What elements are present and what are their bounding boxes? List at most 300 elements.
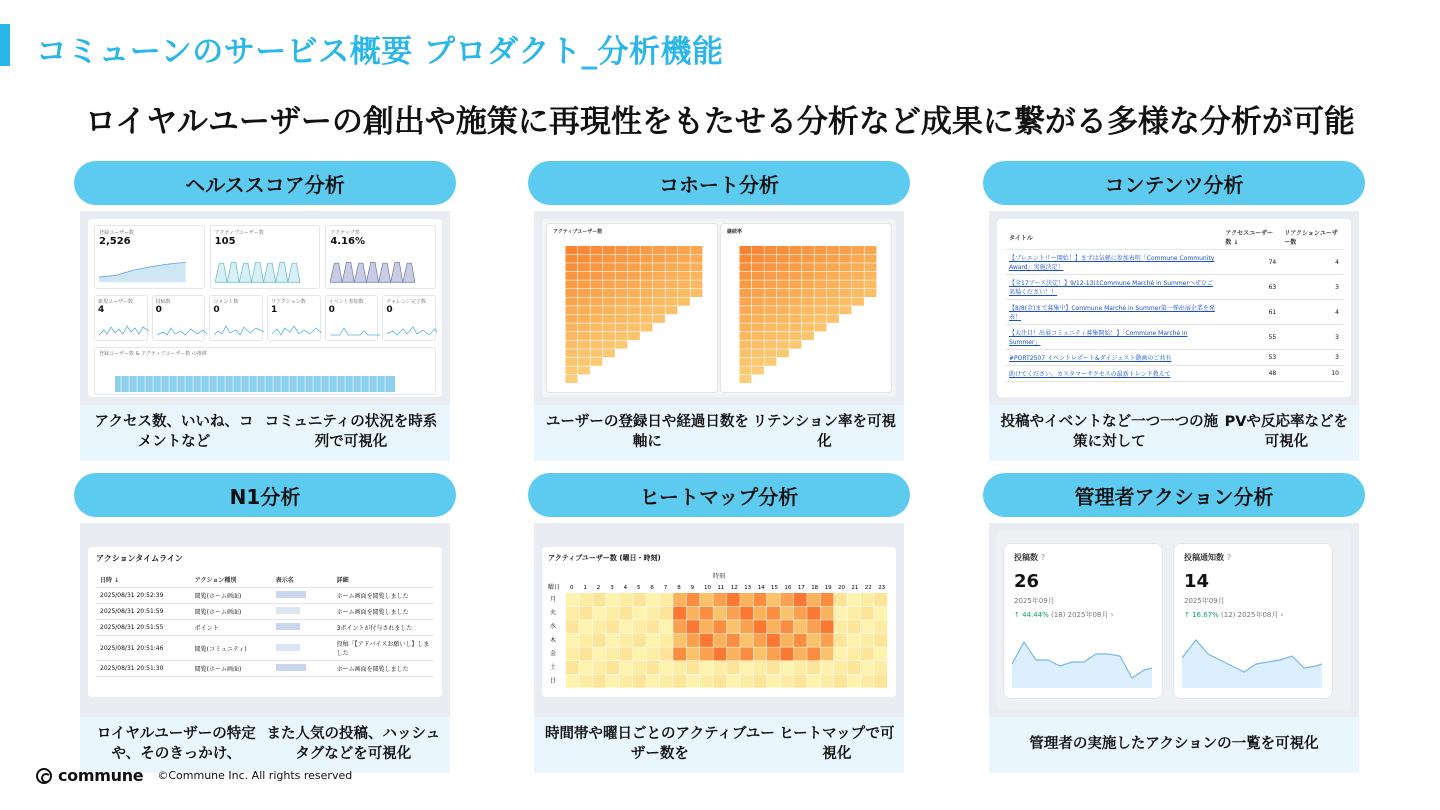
heatmap-cell [754,661,767,674]
hour-tick: 20 [838,585,845,591]
help-icon: ? [1040,553,1046,562]
cohort-cell [815,289,827,297]
cohort-cell [752,323,764,331]
table-row[interactable]: 2025/08/31 20:51:59 閲覧(ホーム画面) ホーム画面を閲覧しました [96,604,434,620]
heatmap-cell [660,620,673,633]
cohort-cell [740,315,752,323]
heatmap-cell [874,593,887,606]
metric-card: リアクション数 1 [267,295,321,341]
cohort-cell [653,289,665,297]
cohort-cell [566,306,578,314]
heatmap-cell [740,661,753,674]
cohort-cell [752,272,764,280]
cohort-cell [815,315,827,323]
heatmap-cell [727,661,740,674]
card-caption: アクセス数、いいね、コメントなど コミュニティの状況を時系列で可視化 [80,405,450,461]
cohort-cell [765,332,777,340]
heatmap-cell [807,661,820,674]
corner-label: 曜日 [548,584,561,591]
cohort-cell [616,332,628,340]
heatmap-cell [646,661,659,674]
table-row[interactable]: #PORT2507 イベントレポート&ダイジェスト動画のご共有 53 3 [1005,350,1343,366]
heatmap-cell [633,593,646,606]
cohort-cell [616,263,628,271]
cohort-cell [566,272,578,280]
heatmap-cell [834,647,847,660]
hour-tick: 3 [610,585,614,591]
cohort-cell [678,289,690,297]
cohort-cell [616,298,628,306]
heatmap-cell [566,620,579,633]
heatmap-cell [673,620,686,633]
heatmap-cell [673,634,686,647]
card-title: コンテンツ分析 [983,161,1365,205]
heatmap-cell [606,593,619,606]
hour-tick: 22 [864,585,872,591]
heatmap-cell [700,661,713,674]
cohort-cell [653,298,665,306]
hour-tick: 16 [784,585,792,591]
card-panel [80,523,450,773]
cohort-cell [678,263,690,271]
cohort-cell [790,263,802,271]
heatmap-cell [633,634,646,647]
cohort-cell [790,280,802,288]
cohort-cell [591,298,603,306]
heatmap-cell [566,593,579,606]
heatmap-cell [861,634,874,647]
card-title: 管理者アクション分析 [983,473,1365,517]
cohort-cell [777,341,789,349]
cohort-cell [566,280,578,288]
cohort-cell [591,246,603,254]
cohort-cell [591,272,603,280]
heatmap-cell [566,675,579,688]
n1-screenshot [88,547,442,697]
heatmap-cell [579,661,592,674]
table-row[interactable]: 【大注目！出展コミュニティ募集開始！】「Commune Marché in Summer」 55 3 [1005,325,1343,350]
cohort-cell [691,255,703,263]
heatmap-cell [834,634,847,647]
cohort-cell [553,341,565,349]
cohort-heatmap [727,246,887,390]
cohort-cell [777,255,789,263]
cohort-cell [852,280,864,288]
cohort-cell [553,298,565,306]
heatmap-cell [606,607,619,620]
cohort-cell [578,298,590,306]
day-tick: 水 [550,623,557,631]
heatmap-cell [713,661,726,674]
cohort-cell [603,315,615,323]
hour-tick: 9 [690,585,695,591]
heatmap-cell [673,675,686,688]
heatmap-cell [606,675,619,688]
heatmap-cell [821,593,834,606]
cohort-cell [777,280,789,288]
cohort-cell [566,323,578,331]
cohort-cell [802,298,814,306]
cohort-cell [553,375,565,383]
heatmap-cell [713,607,726,620]
cohort-cell [815,323,827,331]
cohort-cell [802,289,814,297]
cohort-cell [777,272,789,280]
table-row[interactable]: 【全17ブース決定！】9/12-13はCommune Marché in Summerへぜひご来場ください！！ 63 3 [1005,275,1343,300]
cohort-cell [827,315,839,323]
cohort-cell [865,263,877,271]
cohort-cell [628,306,640,314]
heatmap-cell [861,607,874,620]
heatmap-cell [767,675,780,688]
cohort-cell [790,332,802,340]
table-row[interactable]: 助けてください。カスタマーサクセスの最新トレンド教えて 48 10 [1005,366,1343,382]
cohort-cell [578,263,590,271]
heatmap-cell [754,675,767,688]
cohort-cell [865,246,877,254]
cohort-cell [790,289,802,297]
cohort-cell [566,246,578,254]
heatmap-cell [861,593,874,606]
metric-card: イベント参加数 0 [325,295,379,341]
cohort-cell [802,332,814,340]
heatmap-cell [687,661,700,674]
cohort-cell [752,341,764,349]
cohort-cell [727,263,739,271]
heatmap-cell [700,607,713,620]
table-row[interactable]: 2025/08/31 20:51:46 閲覧(コミュニティ) 投稿「【アドバイスお願いし】しました [96,636,434,661]
cohort-cell [566,366,578,374]
table-row[interactable]: 【プレエントリー開始！】まずは気軽に参加表明「Commune Community Award」実施決定！ 74 4 [1005,250,1343,275]
heatmap-cell [620,607,633,620]
cohort-cell [653,280,665,288]
cohort-cell [553,323,565,331]
cohort-cell [840,263,852,271]
cohort-cell [840,306,852,314]
cohort-cell [553,332,565,340]
cohort-cell [815,280,827,288]
help-icon: ? [1226,553,1232,562]
day-tick: 日 [550,677,557,685]
table-row[interactable]: 【8/8(金)まで募集中】Commune Marché in Summer第一弾出展企業を発表！ 61 4 [1005,300,1343,325]
heatmap-cell [794,620,807,633]
heatmap-cell [847,675,860,688]
heatmap-cell [593,647,606,660]
cohort-cell [566,341,578,349]
cohort-cell [752,358,764,366]
cohort-cell [865,272,877,280]
heatmap-cell [660,675,673,688]
heatmap-cell [673,647,686,660]
cohort-cell [740,306,752,314]
cohort-cell [603,289,615,297]
heatmap-cell [579,607,592,620]
heatmap-cell [566,647,579,660]
cohort-cell [752,246,764,254]
cohort-cell [752,289,764,297]
cohort-cell [777,298,789,306]
heatmap-cell [794,607,807,620]
cohort-cell [591,289,603,297]
hour-tick: 11 [717,585,725,591]
heatmap-cell [874,661,887,674]
cohort-cell [591,280,603,288]
cohort-cell [765,306,777,314]
sparkline [1182,632,1322,688]
cohort-cell [802,272,814,280]
heatmap-cell [727,647,740,660]
cohort-cell [790,315,802,323]
heatmap-cell [780,647,793,660]
cohort-cell [566,263,578,271]
cohort-cell [628,255,640,263]
heatmap-cell [780,661,793,674]
cohort-cell [666,272,678,280]
headline: ロイヤルユーザーの創出や施策に再現性をもたせる分析など成果に繋がる多様な分析が可能 [85,104,1355,140]
timeline-table: 日時 ↓ アクション種別 表示名 詳細 2025/08/31 20:52:39 閲覧(ホーム画面) ホーム画面を閲覧しました 2025/08/31 20:51:59 閲覧(ホーム画面) ホーム画面を閲覧しました 2025/08/31 20:51:55 ポイント 3ポイントが付与されました 2025/08/31 20:51:46 閲覧(コミュニティ) 投稿「【アドバイスお願いし】しました 2025/08/31 20:51:30 閲覧(ホーム画面) ホーム画面を閲覧しました [96,572,434,677]
card-panel [534,211,904,461]
hour-tick: 1 [583,585,587,591]
heatmap-cell [780,593,793,606]
hour-tick: 23 [878,585,886,591]
cohort-cell [678,280,690,288]
heatmap-cell [754,593,767,606]
heatmap-cell [821,661,834,674]
cohort-cell [852,255,864,263]
heatmap-cell [579,620,592,633]
cohort-cell [591,358,603,366]
cohort-cell [553,366,565,374]
hour-tick: 8 [677,585,681,591]
cohort-cell [641,298,653,306]
card-panel [534,523,904,773]
title-accent-bar [0,24,10,66]
heatmap-cell [660,661,673,674]
cohort-cell [641,246,653,254]
heatmap-cell [593,607,606,620]
cohort-cell [616,323,628,331]
cohort-cell [678,255,690,263]
cohort-cell [765,280,777,288]
slide-title: コミューンのサービス概要 プロダクト_分析機能 [36,34,724,70]
heatmap-cell [821,675,834,688]
hour-tick: 2 [596,585,601,591]
weekly-heatmap [548,581,888,689]
cohort-cell [802,280,814,288]
heatmap-cell [727,593,740,606]
heatmap-cell [794,593,807,606]
cohort-cell [865,280,877,288]
heatmap-cell [700,647,713,660]
table-row[interactable]: 2025/08/31 20:51:30 閲覧(ホーム画面) ホーム画面を閲覧しました [96,661,434,677]
cohort-cell [553,272,565,280]
cohort-cell [603,246,615,254]
heatmap-cell [593,634,606,647]
health-score-screenshot [88,219,442,397]
heatmap-cell [566,634,579,647]
cohort-cell [727,272,739,280]
heatmap-cell [633,647,646,660]
cohort-cell [727,358,739,366]
heatmap-cell [646,607,659,620]
cohort-cell [802,306,814,314]
day-tick: 金 [550,650,557,658]
cohort-cell [765,315,777,323]
cohort-cell [628,323,640,331]
cohort-cell [777,306,789,314]
metric-card: コメント数 0 [209,295,263,341]
cohort-cell [553,306,565,314]
heatmap-cell [700,675,713,688]
heatmap-cell [579,593,592,606]
heatmap-cell [687,607,700,620]
cohort-cell [616,289,628,297]
cohort-cell [777,349,789,357]
cohort-cell [553,349,565,357]
cohort-cell [591,263,603,271]
cohort-cell [616,255,628,263]
cohort-cell [603,323,615,331]
cohort-cell [566,358,578,366]
heatmap-cell [794,661,807,674]
cohort-cell [815,246,827,254]
heatmap-cell [767,607,780,620]
heatmap-cell [646,647,659,660]
heatmap-cell [807,593,820,606]
heatmap-cell [754,634,767,647]
table-row[interactable]: 2025/08/31 20:52:39 閲覧(ホーム画面) ホーム画面を閲覧しました [96,588,434,604]
heatmap-cell [861,620,874,633]
cohort-cell [628,298,640,306]
cohort-cell [752,280,764,288]
cohort-cell [840,280,852,288]
cohort-cell [740,332,752,340]
heatmap-cell [620,661,633,674]
heatmap-cell [620,620,633,633]
cohort-cell [691,272,703,280]
heatmap-cell [633,620,646,633]
day-tick: 月 [550,596,557,603]
commune-logo: commune [58,766,144,785]
cohort-cell [603,298,615,306]
hour-tick: 6 [650,585,654,591]
cohort-cell [591,332,603,340]
cohort-cell [727,375,739,383]
heatmap-cell [633,661,646,674]
cohort-cell [641,272,653,280]
heatmap-cell [794,675,807,688]
cohort-cell [616,246,628,254]
cohort-cell [641,289,653,297]
contents-table: タイトル アクセスユーザー数 ↓ リアクションユーザー数 【プレエントリー開始！】まずは気軽に参加表明「Commune Community Award」実施決定！ 74 4 【全17ブース決定！】9/12-13はCommune Marché in Summerへぜひご来場ください！！ 63 3 【8/8(金)まで募集中】Commune Marché in Summer第一弾出展企業を発表！ 61 4 【大注目！出展コミュニティ募集開始！】「Commune Marché in Summer」 55 3 #PORT2507 イベントレポート&ダイジェスト動画のご共有 53 3 助けてください。カスタマーサクセスの最新トレンド教えて 48 10 [1005,225,1343,382]
heatmap-cell [620,593,633,606]
cohort-cell [727,298,739,306]
cohort-cell [740,272,752,280]
heatmap-cell [807,607,820,620]
cohort-table-left: アクティブユーザー数 [546,223,718,393]
hour-tick: 13 [744,585,752,591]
cohort-cell [591,315,603,323]
cohort-cell [578,255,590,263]
day-tick: 火 [550,609,557,617]
cohort-cell [765,341,777,349]
hour-tick: 18 [811,585,819,591]
cohort-cell [641,280,653,288]
heatmap-cell [687,675,700,688]
cohort-cell [752,349,764,357]
metric-card: 投稿数 0 [152,295,206,341]
heatmap-cell [780,620,793,633]
cohort-cell [740,358,752,366]
cohort-cell [591,306,603,314]
chevron-right-icon: › [1110,611,1114,619]
cohort-cell [777,263,789,271]
cohort-cell [790,246,802,254]
heatmap-cell [754,647,767,660]
cohort-cell [603,263,615,271]
cohort-cell [603,255,615,263]
cohort-cell [628,280,640,288]
heatmap-cell [646,634,659,647]
heatmap-cell [646,675,659,688]
heatmap-cell [606,661,619,674]
heatmap-cell [579,675,592,688]
cohort-cell [827,255,839,263]
heatmap-cell [727,620,740,633]
cohort-cell [553,289,565,297]
cohort-cell [752,298,764,306]
heatmap-cell [620,634,633,647]
cohort-cell [553,280,565,288]
heatmap-cell [713,675,726,688]
cohort-cell [727,341,739,349]
cohort-cell [852,289,864,297]
heatmap-cell [821,634,834,647]
metric-card: 新規ユーザー数 4 [94,295,148,341]
heatmap-cell [727,634,740,647]
cohort-cell [765,289,777,297]
card-panel [80,211,450,461]
heatmap-cell [579,647,592,660]
heatmap-cell [847,593,860,606]
heatmap-cell [834,675,847,688]
cohort-cell [603,306,615,314]
cohort-cell [740,349,752,357]
cohort-cell [840,289,852,297]
cohort-cell [603,332,615,340]
heatmap-cell [673,607,686,620]
heatmap-cell [767,647,780,660]
cohort-cell [641,315,653,323]
heatmap-screenshot: アクティブユーザー数 (曜日・時刻) 時刻 曜日 0 1 2 3 4 5 6 7 8 9 10 11 12 13 14 15 16 17 18 19 20 21 22 23 月 火 水 木 金 土 日 [542,547,896,697]
heatmap-cell [794,647,807,660]
cohort-cell [752,366,764,374]
line-chart [330,258,417,284]
hour-tick: 10 [704,585,711,591]
table-row[interactable]: 2025/08/31 20:51:55 ポイント 3ポイントが付与されました [96,620,434,636]
cohort-cell [802,263,814,271]
cohort-cell [603,349,615,357]
heatmap-cell [687,647,700,660]
cohort-cell [578,332,590,340]
cohort-cell [777,246,789,254]
cohort-cell [678,272,690,280]
cohort-cell [840,272,852,280]
cohort-cell [616,280,628,288]
cohort-cell [578,306,590,314]
heatmap-cell [646,593,659,606]
cohort-cell [578,289,590,297]
